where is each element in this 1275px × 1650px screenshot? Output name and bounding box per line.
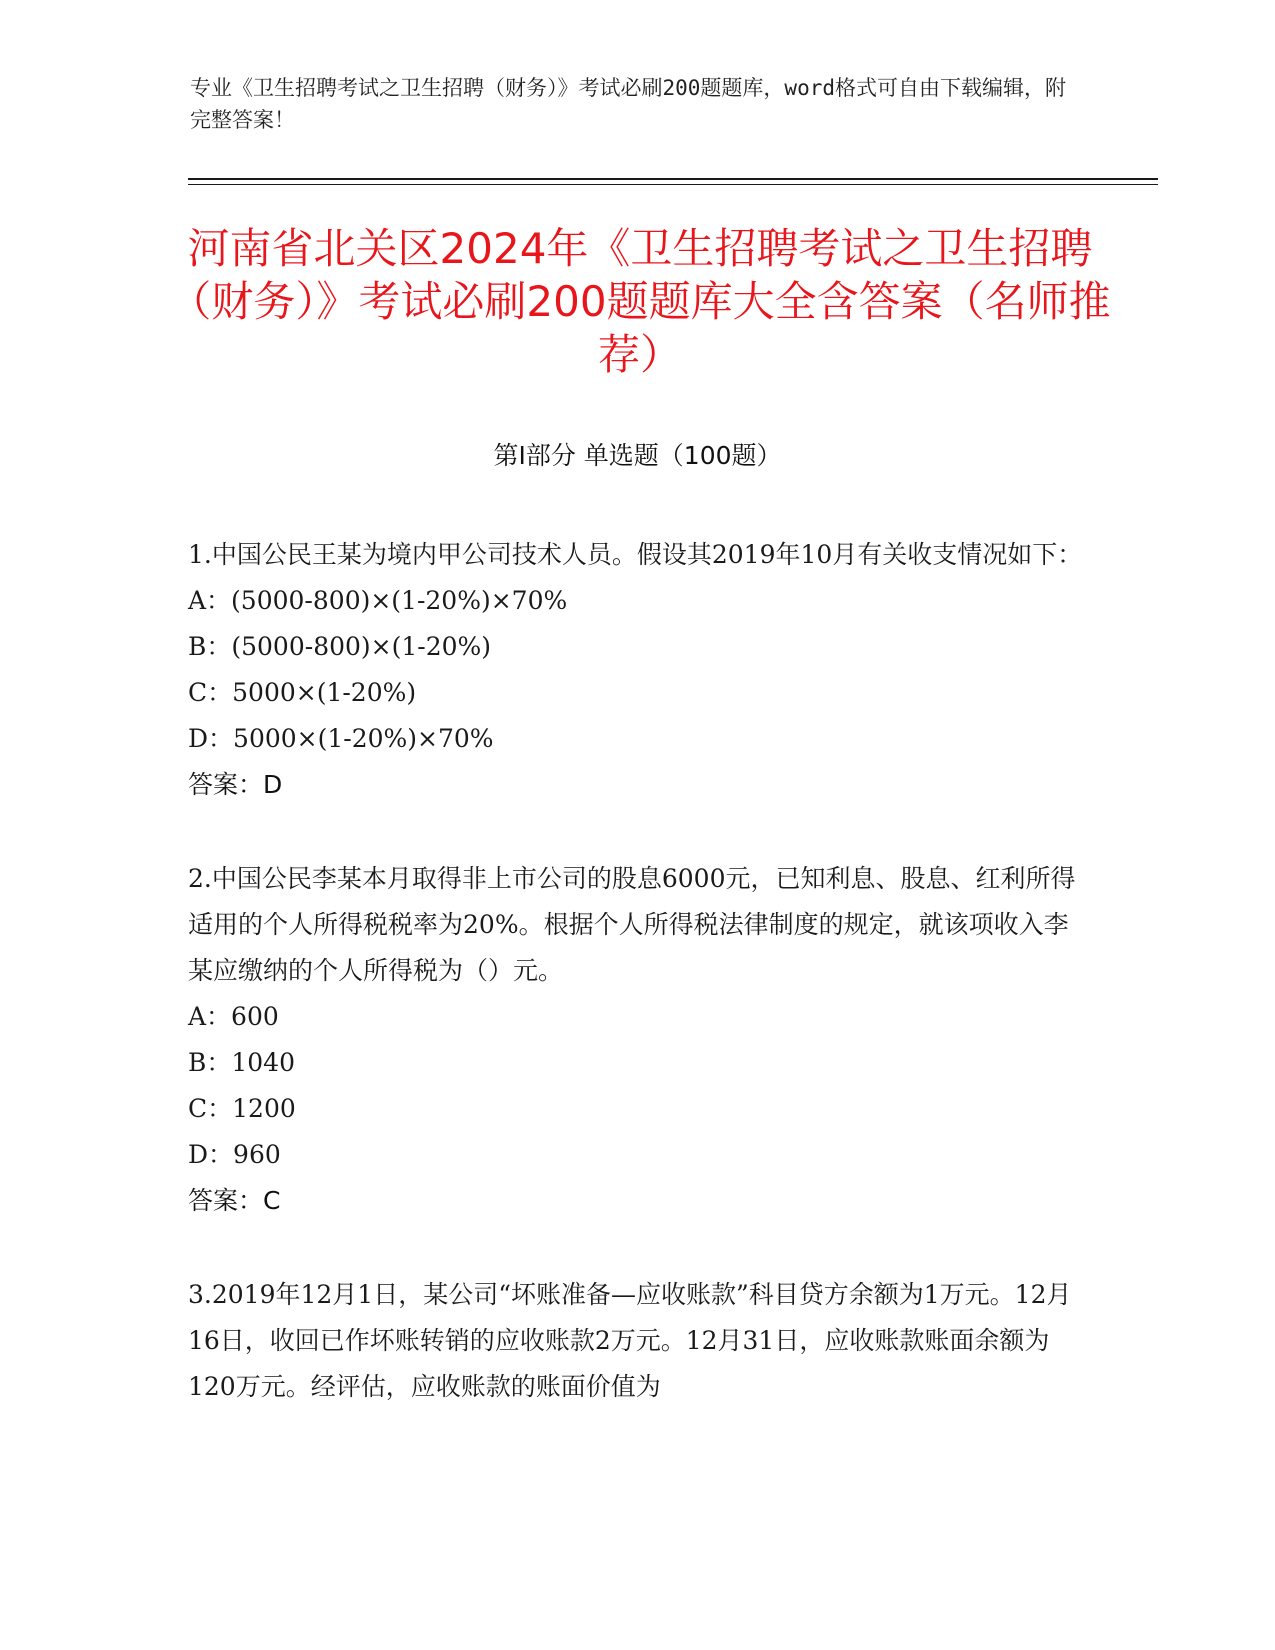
answer-line: 答案：D bbox=[188, 770, 283, 799]
question-3 bbox=[188, 1272, 1083, 1410]
option-c: C：5000×(1-20%) bbox=[188, 678, 417, 707]
option-b: B：(5000-800)×(1-20%) bbox=[188, 632, 492, 661]
question-2 bbox=[188, 856, 1083, 1224]
header-note: 专业《卫生招聘考试之卫生招聘（财务）》考试必刷200题题库，word格式可自由下载编辑，附完整答案！ bbox=[190, 76, 1066, 132]
question-stem: 1.中国公民王某为境内甲公司技术人员。假设其2019年10月有关收支情况如下： bbox=[188, 540, 1083, 569]
option-b: B：1040 bbox=[188, 1048, 295, 1077]
question-1 bbox=[188, 532, 1083, 808]
header-rule-thick bbox=[188, 178, 1158, 180]
question-list bbox=[188, 532, 1083, 1458]
option-a: A：(5000-800)×(1-20%)×70% bbox=[188, 586, 568, 615]
question-stem: 2.中国公民李某本月取得非上市公司的股息6000元，已知利息、股息、红利所得适用的个人所得税税率为20%。根据个人所得税法律制度的规定，就该项收入李某应缴纳的个人所得税为（）元。 bbox=[188, 864, 1076, 985]
option-d: D：5000×(1-20%)×70% bbox=[188, 724, 494, 753]
answer-line: 答案：C bbox=[188, 1186, 281, 1215]
question-stem: 3.2019年12月1日，某公司“坏账准备—应收账款”科目贷方余额为1万元。12月16日，收回已作坏账转销的应收账款2万元。12月31日，应收账款账面余额为120万元。经评估，应收账款的账面价值为 bbox=[188, 1280, 1072, 1401]
option-a: A：600 bbox=[188, 1002, 279, 1031]
option-d: D：960 bbox=[188, 1140, 281, 1169]
document-title: 河南省北关区2024年《卫生招聘考试之卫生招聘（财务）》考试必刷200题题库大全含答案（名师推荐） bbox=[169, 224, 1111, 379]
option-c: C：1200 bbox=[188, 1094, 296, 1123]
header-rule-thin bbox=[188, 184, 1158, 185]
section-heading: 第Ⅰ部分 单选题（100题） bbox=[493, 441, 782, 470]
